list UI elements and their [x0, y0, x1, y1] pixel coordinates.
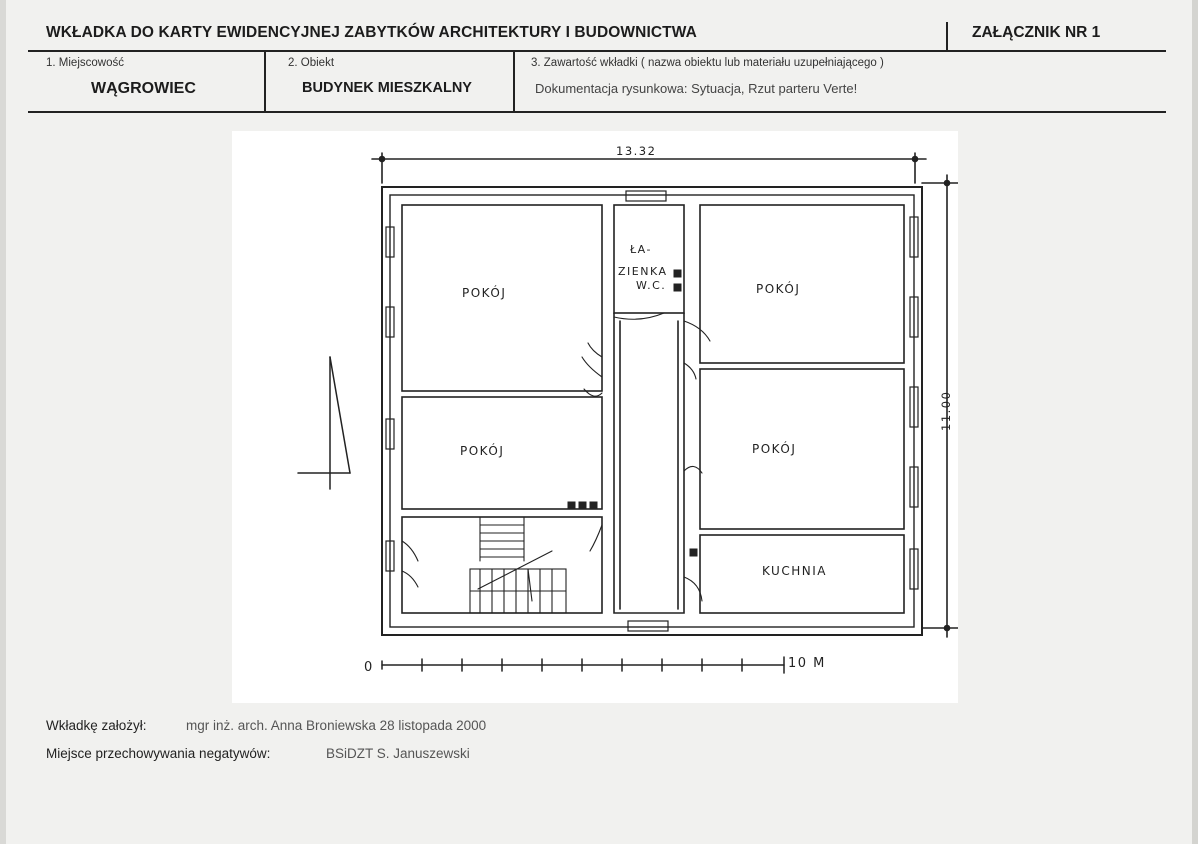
- width-dimension-label: 13.32: [616, 144, 657, 158]
- document-title: WKŁADKA DO KARTY EWIDENCYJNEJ ZABYTKÓW ARCHITEKTURY I BUDOWNICTWA: [46, 24, 697, 41]
- field-divider-1: [264, 52, 266, 112]
- founded-value: mgr inż. arch. Anna Broniewska 28 listopada 2000: [186, 718, 487, 733]
- founded-label: Wkładkę założył:: [46, 718, 147, 733]
- field-divider-2: [513, 52, 515, 112]
- scan-edge-right: [1192, 0, 1198, 844]
- place-value: WĄGROWIEC: [91, 80, 196, 97]
- attachment-number: ZAŁĄCZNIK NR 1: [972, 24, 1101, 41]
- place-label: 1. Miejscowość: [46, 57, 124, 69]
- storage-value: BSiDZT S. Januszewski: [326, 746, 470, 761]
- bathroom-label-line2: ZIENKA: [618, 265, 668, 278]
- kitchen-label: KUCHNIA: [762, 564, 827, 578]
- floor-plan-drawing: [232, 131, 958, 703]
- room-label-mid-left: POKÓJ: [460, 444, 505, 458]
- bathroom-label-line3: W.C.: [636, 279, 667, 292]
- scale-bar: [382, 657, 784, 673]
- room-mid-right: [700, 369, 904, 529]
- floor-plan-svg: [232, 131, 958, 703]
- content-value: Dokumentacja rysunkowa: Sytuacja, Rzut parteru Verte!: [535, 81, 858, 96]
- bathroom: [614, 205, 684, 313]
- room-label-top-left: POKÓJ: [462, 286, 507, 300]
- storage-label: Miejsce przechowywania negatywów:: [46, 746, 271, 761]
- header-rule: [28, 50, 1166, 52]
- scale-start-label: 0: [364, 660, 374, 675]
- scan-edge-left: [0, 0, 6, 844]
- stair-hall: [402, 517, 602, 613]
- height-dimension-label: 11.00: [939, 390, 953, 431]
- fields-rule: [28, 111, 1166, 113]
- object-label: 2. Obiekt: [288, 57, 335, 69]
- scale-end-label: 10 M: [788, 656, 826, 671]
- staircase: [470, 517, 566, 613]
- outer-wall: [382, 187, 922, 635]
- room-top-right: [700, 205, 904, 363]
- content-label: 3. Zawartość wkładki ( nazwa obiektu lub materiału uzupełniającego ): [531, 57, 884, 69]
- room-label-top-right: POKÓJ: [756, 282, 801, 296]
- north-arrow-icon: [298, 357, 350, 489]
- door-swings: [402, 313, 710, 601]
- object-value: BUDYNEK MIESZKALNY: [302, 80, 472, 96]
- room-label-mid-right: POKÓJ: [752, 442, 797, 456]
- bathroom-label-line1: ŁA-: [630, 243, 652, 256]
- corridor: [614, 313, 684, 613]
- header-divider: [946, 22, 948, 52]
